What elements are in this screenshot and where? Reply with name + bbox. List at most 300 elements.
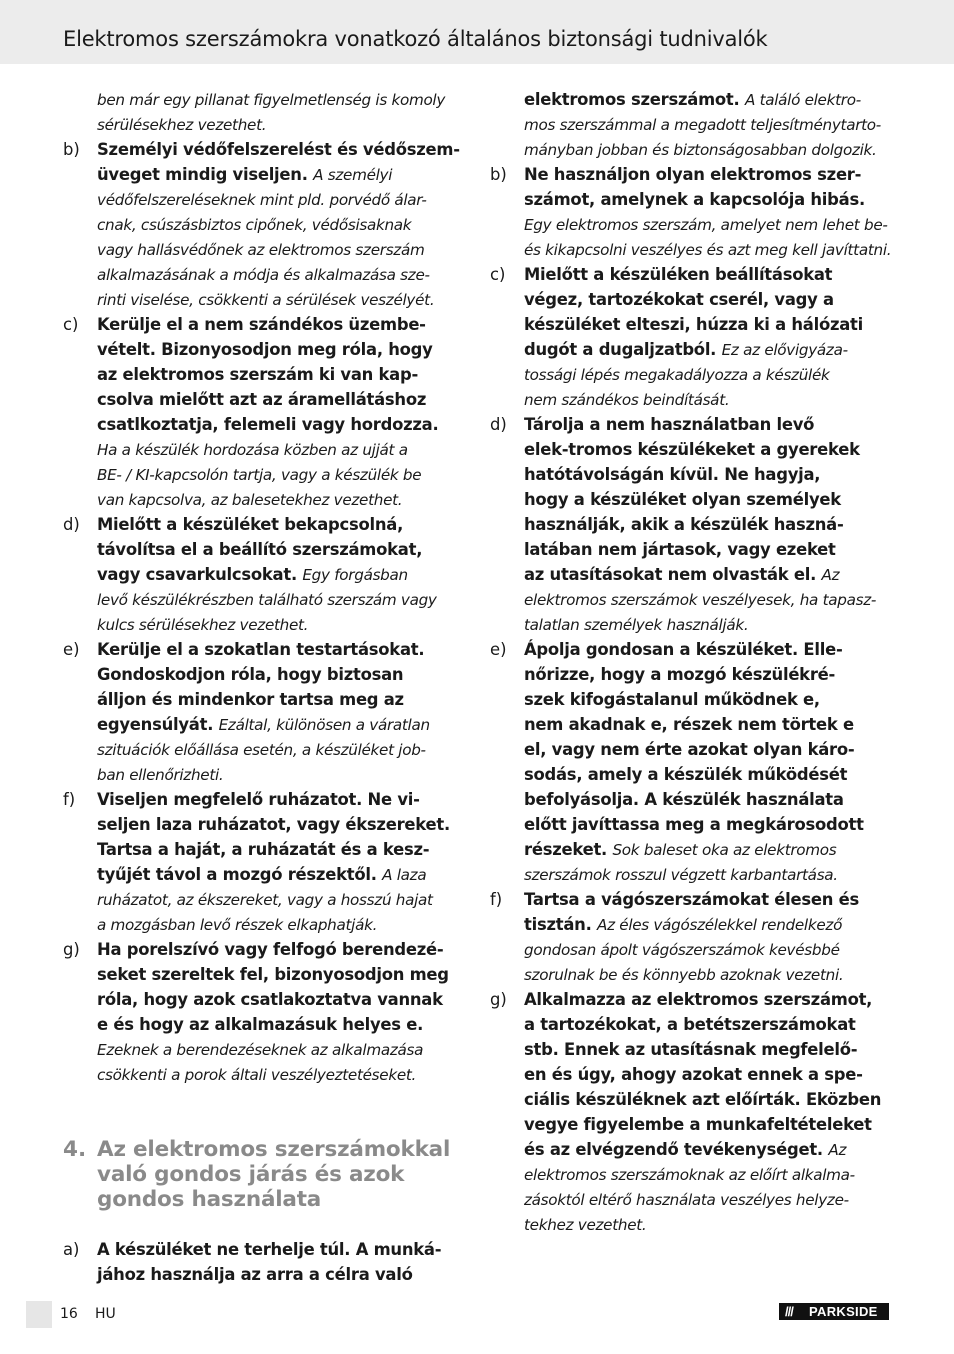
section-title: Az elektromos szerszámokkal: [97, 1137, 451, 1162]
bold-text: csolva mielőtt azt az áramellátáshoz: [97, 390, 427, 409]
line-text: [97, 537, 422, 562]
line-text: [524, 437, 860, 462]
bold-text: álljon és mindenkor tartsa meg az: [97, 690, 404, 709]
text-line: [490, 1062, 890, 1087]
item-label: b): [63, 140, 80, 159]
text-line: [490, 262, 890, 287]
line-text: [524, 612, 748, 638]
text-line: [63, 137, 463, 162]
text-line: [490, 887, 890, 912]
line-text: [524, 1112, 872, 1137]
text-line: [63, 262, 463, 287]
bold-text: Ápolja gondosan a készüléket. Elle-: [524, 640, 843, 659]
line-text: [524, 637, 843, 662]
line-text: [97, 562, 408, 588]
line-text: [97, 937, 443, 962]
text-line: [63, 862, 463, 887]
italic-text: szerszámok rosszul végzett karbantartása.: [524, 866, 838, 884]
line-text: [524, 987, 872, 1012]
text-line: [63, 812, 463, 837]
bold-text: nőrizze, hogy a mozgó készülékré-: [524, 665, 836, 684]
bold-text: Személyi védőfelszerelést és védőszem-: [97, 140, 460, 159]
text-line: [490, 1087, 890, 1112]
text-line: [490, 787, 890, 812]
line-text: [524, 537, 836, 562]
line-text: [524, 787, 844, 812]
section-number: 4.: [63, 1137, 87, 1162]
line-text: [524, 462, 820, 487]
item-label: c): [490, 265, 506, 284]
spacer: [63, 1212, 463, 1237]
italic-text: Ez az elővigyáza-: [721, 341, 848, 359]
line-text: [524, 587, 876, 613]
text-line: [490, 362, 890, 387]
bold-text: vegye figyelembe a munkafeltételeket: [524, 1115, 872, 1134]
text-line: [63, 512, 463, 537]
bold-text: Viseljen megfelelő ruházatot. Ne vi-: [97, 790, 420, 809]
line-text: [97, 162, 392, 188]
text-line: [490, 512, 890, 537]
text-line: [63, 287, 463, 312]
italic-text: A személyi: [313, 166, 393, 184]
line-text: [524, 837, 836, 863]
italic-text: a mozgásban levő részek elkaphatják.: [97, 916, 378, 934]
bold-text: készüléket elteszi, húzza ki a hálózati: [524, 315, 864, 334]
text-line: [63, 1037, 463, 1062]
line-text: [524, 212, 888, 238]
text-line: [63, 212, 463, 237]
italic-text: Ha a készülék hordozása közben az ujját a: [97, 441, 408, 459]
italic-text: levő készülékrészben található szerszám vagy: [97, 591, 437, 609]
line-text: [97, 662, 403, 687]
text-line: [490, 862, 890, 887]
text-line: [63, 487, 463, 512]
bold-text: szek kifogástalanul működnek e,: [524, 690, 820, 709]
bold-text: előtt javíttassa meg a megkárosodott: [524, 815, 864, 834]
page-title: Elektromos szerszámokra vonatkozó általános biztonsági tudnivalók: [63, 27, 768, 51]
line-text: [524, 1087, 881, 1112]
line-text: [524, 737, 854, 762]
text-line: [63, 787, 463, 812]
bold-text: elek-tromos készülékeket a gyerekek: [524, 440, 860, 459]
text-line: [63, 912, 463, 937]
bold-text: Ha porelszívó vagy felfogó berendezé-: [97, 940, 444, 959]
line-text: [97, 112, 266, 138]
line-text: [524, 712, 854, 737]
text-line: [63, 637, 463, 662]
line-text: [524, 687, 820, 712]
text-line: [490, 487, 890, 512]
text-line: [490, 1162, 890, 1187]
line-text: [524, 1037, 857, 1062]
line-text: [524, 762, 847, 787]
line-text: [97, 587, 437, 613]
bold-text: üveget mindig viseljen.: [97, 165, 314, 184]
page-header: [0, 0, 954, 64]
bold-text: vételt. Bizonyosodjon meg róla, hogy: [97, 340, 433, 359]
line-text: [97, 437, 408, 463]
text-line: [63, 712, 463, 737]
line-text: [524, 887, 859, 912]
line-text: [97, 237, 424, 263]
bold-text: részeket.: [524, 840, 613, 859]
italic-text: talatlan személyek használják.: [524, 616, 749, 634]
text-line: [63, 987, 463, 1012]
text-line: [63, 237, 463, 262]
italic-text: A laza: [382, 866, 427, 884]
text-line: [63, 1012, 463, 1037]
brand-name: PARKSIDE: [809, 1304, 878, 1319]
line-text: [97, 712, 430, 738]
bold-text: jához használja az arra a célra való: [97, 1265, 413, 1284]
line-text: [97, 387, 426, 412]
text-line: [490, 537, 890, 562]
line-text: [524, 162, 861, 187]
bold-text: dugót a dugaljzatból.: [524, 340, 722, 359]
line-text: [97, 837, 429, 862]
text-line: [63, 837, 463, 862]
line-text: [524, 1187, 849, 1213]
italic-text: elektromos szerszámoknak az előírt alkalma-: [524, 1166, 855, 1184]
text-line: [63, 162, 463, 187]
italic-text: védőfelszereléseknek mint pld. porvédő álar-: [97, 191, 427, 209]
line-text: [97, 137, 460, 162]
italic-text: sérülésekhez vezethet.: [97, 116, 267, 134]
line-text: [524, 1012, 856, 1037]
spacer: [63, 1112, 463, 1137]
line-text: [97, 762, 223, 788]
text-line: [490, 1212, 890, 1237]
text-line: [490, 212, 890, 237]
item-label: c): [63, 315, 79, 334]
line-text: [97, 312, 426, 337]
line-text: [97, 87, 445, 113]
text-line: [490, 562, 890, 587]
italic-text: ban ellenőrizheti.: [97, 766, 224, 784]
page-number: 16: [60, 1306, 78, 1322]
line-text: [524, 287, 834, 312]
bold-text: Kerülje el a nem szándékos üzembe-: [97, 315, 426, 334]
text-line: [490, 712, 890, 737]
text-line: [490, 312, 890, 337]
line-text: [97, 912, 377, 938]
line-text: [524, 487, 841, 512]
line-text: [97, 287, 434, 313]
bold-text: Kerülje el a szokatlan testartásokat.: [97, 640, 425, 659]
line-text: [97, 887, 433, 913]
section-title: gondos használata: [97, 1187, 322, 1212]
text-line: [490, 587, 890, 612]
italic-text: mányban jobban és biztonságosabban dolgozik.: [524, 141, 877, 159]
line-text: [97, 512, 403, 537]
text-line: [490, 287, 890, 312]
bold-text: el, vagy nem érte azokat olyan káro-: [524, 740, 855, 759]
line-text: [524, 1212, 646, 1238]
bold-text: csatlkoztatja, felemeli vagy hordozza.: [97, 415, 439, 434]
line-text: [524, 662, 835, 687]
bold-text: seket szereltek fel, bizonyosodjon meg: [97, 965, 449, 984]
line-text: [97, 1037, 423, 1063]
bold-text: tisztán.: [524, 915, 597, 934]
section-heading-line: [63, 1137, 463, 1162]
text-line: [490, 437, 890, 462]
bold-text: használják, akik a készülék haszná-: [524, 515, 844, 534]
text-line: [490, 387, 890, 412]
bold-text: vagy csavarkulcsokat.: [97, 565, 303, 584]
italic-text: A találó elektro-: [744, 91, 861, 109]
text-line: [63, 87, 463, 112]
bold-text: az elektromos szerszám ki van kap-: [97, 365, 419, 384]
bold-text: befolyásolja. A készülék használata: [524, 790, 844, 809]
italic-text: tossági lépés megakadályozza a készülék: [524, 366, 830, 384]
line-text: [97, 637, 424, 662]
italic-text: ben már egy pillanat figyelmetlenség is komoly: [97, 91, 446, 109]
item-label: e): [490, 640, 507, 659]
line-text: [97, 1237, 441, 1262]
item-label: d): [63, 515, 80, 534]
line-text: [524, 1137, 846, 1163]
text-line: [63, 587, 463, 612]
bold-text: hatótávolságán kívül. Ne hagyja,: [524, 465, 821, 484]
section-heading-line: [63, 1162, 463, 1187]
italic-text: Ezeknek a berendezéseknek az alkalmazása: [97, 1041, 424, 1059]
line-text: [97, 412, 438, 437]
text-line: [490, 812, 890, 837]
text-line: [490, 237, 890, 262]
bold-text: Tartsa a vágószerszámokat élesen és: [524, 890, 859, 909]
italic-text: szituációk előállása esetén, a készüléket job-: [97, 741, 426, 759]
italic-text: elektromos szerszámok veszélyesek, ha tapasz-: [524, 591, 877, 609]
italic-text: mos szerszámmal a megadott teljesítménytarto-: [524, 116, 881, 134]
line-text: [524, 1062, 863, 1087]
italic-text: BE- / KI-kapcsolón tartja, vagy a készülék be: [97, 466, 422, 484]
line-text: [524, 337, 848, 363]
italic-text: alkalmazásának a módja és alkalmazása sze-: [97, 266, 430, 284]
bold-text: róla, hogy azok csatlakoztatva vannak: [97, 990, 443, 1009]
bold-text: ciális készüléknek azt előírták. Eközben: [524, 1090, 882, 1109]
text-line: [490, 462, 890, 487]
line-text: [97, 187, 427, 213]
line-text: [524, 512, 844, 537]
bold-text: hogy a készüléket olyan személyek: [524, 490, 841, 509]
line-text: [97, 987, 443, 1012]
text-line: [63, 537, 463, 562]
text-line: [490, 412, 890, 437]
italic-text: Egy elektromos szerszám, amelyet nem lehet be-: [524, 216, 888, 234]
line-text: [524, 812, 864, 837]
text-line: [63, 937, 463, 962]
line-text: [524, 1162, 855, 1188]
bold-text: elektromos szerszámot.: [524, 90, 745, 109]
line-text: [97, 1012, 423, 1037]
text-line: [63, 687, 463, 712]
item-label: f): [490, 890, 503, 909]
text-line: [63, 362, 463, 387]
text-line: [490, 1037, 890, 1062]
line-text: [524, 412, 814, 437]
text-line: [490, 912, 890, 937]
text-line: [63, 337, 463, 362]
line-text: [97, 337, 433, 362]
line-text: [524, 962, 843, 988]
line-text: [97, 687, 404, 712]
bold-text: számot, amelynek a kapcsolója hibás.: [524, 190, 865, 209]
text-line: [63, 1237, 463, 1262]
line-text: [524, 112, 881, 138]
italic-text: gondosan ápolt vágószerszámok kevésbbé: [524, 941, 840, 959]
brand-slashes: ///: [785, 1304, 793, 1319]
text-line: [63, 312, 463, 337]
line-text: [97, 1262, 413, 1287]
bold-text: stb. Ennek az utasításnak megfelelő-: [524, 1040, 858, 1059]
footer-box: [26, 1301, 52, 1328]
line-text: [97, 812, 450, 837]
bold-text: Mielőtt a készüléket bekapcsolná,: [97, 515, 404, 534]
text-line: [490, 112, 890, 137]
bold-text: Mielőtt a készüléken beállításokat: [524, 265, 833, 284]
item-label: g): [490, 990, 507, 1009]
text-line: [490, 187, 890, 212]
language-code: HU: [95, 1306, 116, 1322]
italic-text: zásoktól eltérő használata veszélyes helyze-: [524, 1191, 849, 1209]
text-line: [490, 962, 890, 987]
line-text: [97, 212, 411, 238]
text-line: [490, 1012, 890, 1037]
bold-text: e és hogy az alkalmazásuk helyes e.: [97, 1015, 424, 1034]
line-text: [524, 312, 863, 337]
line-text: [524, 387, 729, 413]
text-line: [490, 337, 890, 362]
text-line: [63, 437, 463, 462]
line-text: [524, 237, 891, 263]
bold-text: Ne használjon olyan elektromos szer-: [524, 165, 862, 184]
line-text: [524, 362, 830, 388]
text-line: [490, 837, 890, 862]
text-line: [63, 762, 463, 787]
bold-text: végez, tartozékokat cserél, vagy a: [524, 290, 834, 309]
bold-text: tyűjét távol a mozgó részektől.: [97, 865, 383, 884]
text-line: [490, 737, 890, 762]
italic-text: Egy forgásban: [302, 566, 408, 584]
text-line: [63, 187, 463, 212]
item-label: g): [63, 940, 80, 959]
italic-text: vagy hallásvédőnek az elektromos szerszám: [97, 241, 425, 259]
text-line: [63, 612, 463, 637]
line-text: [97, 1062, 416, 1088]
text-line: [63, 112, 463, 137]
text-line: [63, 1262, 463, 1287]
text-line: [490, 987, 890, 1012]
item-label: d): [490, 415, 507, 434]
section-title: való gondos járás és azok: [97, 1162, 405, 1187]
italic-text: kulcs sérülésekhez vezethet.: [97, 616, 309, 634]
line-text: [97, 462, 421, 488]
bold-text: en és úgy, ahogy azokat ennek a spe-: [524, 1065, 863, 1084]
italic-text: Az: [821, 566, 840, 584]
text-line: [490, 937, 890, 962]
text-line: [490, 137, 890, 162]
text-line: [490, 637, 890, 662]
italic-text: tekhez vezethet.: [524, 1216, 647, 1234]
text-line: [63, 412, 463, 437]
left-column: [63, 87, 463, 1287]
line-text: [524, 137, 877, 163]
italic-text: szorulnak be és könnyebb azoknak vezetni.: [524, 966, 844, 984]
bold-text: távolítsa el a beállító szerszámokat,: [97, 540, 423, 559]
bold-text: Gondoskodjon róla, hogy biztosan: [97, 665, 404, 684]
bold-text: és az elvégzendő tevékenységet.: [524, 1140, 829, 1159]
line-text: [97, 362, 418, 387]
italic-text: nem szándékos beindítását.: [524, 391, 730, 409]
text-line: [63, 737, 463, 762]
bold-text: seljen laza ruházatot, vagy ékszereket.: [97, 815, 450, 834]
bold-text: egyensúlyát.: [97, 715, 219, 734]
item-label: f): [63, 790, 76, 809]
italic-text: rinti viselése, csökkenti a sérülések veszélyét.: [97, 291, 435, 309]
item-label: a): [63, 1240, 80, 1259]
italic-text: cnak, csúszásbiztos cipőnek, védősisaknak: [97, 216, 412, 234]
text-line: [490, 762, 890, 787]
text-line: [63, 562, 463, 587]
text-line: [63, 462, 463, 487]
line-text: [524, 562, 839, 588]
bold-text: sodás, amely a készülék működését: [524, 765, 848, 784]
italic-text: van kapcsolva, az balesetekhez vezethet.: [97, 491, 403, 509]
italic-text: Az éles vágószélekkel rendelkező: [597, 916, 843, 934]
text-line: [490, 87, 890, 112]
item-label: e): [63, 640, 80, 659]
text-line: [490, 687, 890, 712]
line-text: [97, 962, 449, 987]
line-text: [97, 862, 426, 888]
italic-text: ruházatot, az ékszereket, vagy a hosszú hajat: [97, 891, 433, 909]
italic-text: Az: [828, 1141, 847, 1159]
text-line: [63, 887, 463, 912]
text-line: [63, 662, 463, 687]
text-line: [490, 1112, 890, 1137]
bold-text: A készüléket ne terhelje túl. A munká-: [97, 1240, 442, 1259]
bold-text: az utasításokat nem olvasták el.: [524, 565, 822, 584]
line-text: [524, 87, 861, 113]
line-text: [524, 262, 832, 287]
italic-text: és kikapcsolni veszélyes és azt meg kell javíttatni.: [524, 241, 892, 259]
line-text: [524, 912, 842, 938]
section-heading-line: [63, 1187, 463, 1212]
brand-logo: [779, 1303, 889, 1320]
item-label: b): [490, 165, 507, 184]
italic-text: csökkenti a porok általi veszélyeztetéseket.: [97, 1066, 417, 1084]
line-text: [97, 612, 308, 638]
italic-text: Ezáltal, különösen a váratlan: [218, 716, 430, 734]
right-column: [490, 87, 890, 1237]
line-text: [97, 487, 402, 513]
text-line: [490, 162, 890, 187]
text-line: [63, 1062, 463, 1087]
spacer: [63, 1087, 463, 1112]
bold-text: Alkalmazza az elektromos szerszámot,: [524, 990, 873, 1009]
text-line: [490, 612, 890, 637]
bold-text: latában nem jártasok, vagy ezeket: [524, 540, 836, 559]
text-line: [63, 962, 463, 987]
italic-text: Sok baleset oka az elektromos: [612, 841, 837, 859]
text-line: [490, 1137, 890, 1162]
bold-text: Tárolja a nem használatban levő: [524, 415, 815, 434]
line-text: [524, 937, 840, 963]
line-text: [97, 737, 426, 763]
bold-text: Tartsa a haját, a ruházatát és a kesz-: [97, 840, 430, 859]
line-text: [97, 787, 420, 812]
line-text: [524, 862, 838, 888]
